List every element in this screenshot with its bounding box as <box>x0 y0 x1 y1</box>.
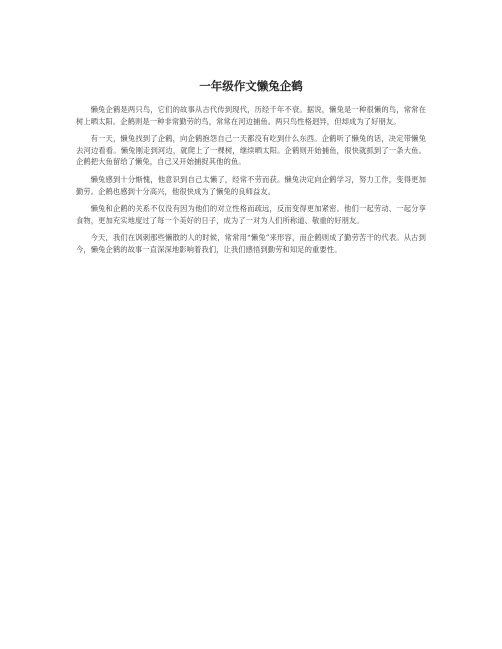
paragraph-1: 懒兔企鹤是两只鸟，它们的故事从古代传到现代，历经千年不衰。据说，懒兔是一种很懒的鸟，常常在树上晒太阳。企鹤则是一种非常勤劳的鸟，常常在河边捕鱼。两只鸟性格迥异，但却成为了好朋友。 <box>76 105 426 126</box>
document-body <box>76 104 426 262</box>
paragraph-3: 懒兔感到十分惭愧，他意识到自己太懒了，经常不劳而获。懒兔决定向企鹤学习，努力工作，变得更加勤劳。企鹤也感到十分高兴，他很快成为了懒兔的良师益友。 <box>76 174 426 196</box>
paragraph-2: 有一天，懒兔找到了企鹤，向企鹤抱怨自己一天都没有吃到什么东西。企鹤听了懒兔的话，决定带懒兔去河边看看。懒兔刚走到河边，就爬上了一棵树，继续晒太阳。企鹤则开始捕鱼，很快就抓到了一条大鱼。企鹤把大鱼留给了懒兔，自己又开始捕捉其他的鱼。 <box>76 134 426 167</box>
paragraph-4: 懒兔和企鹤的关系不仅没有因为他们的对立性格而疏远，反而变得更加紧密。他们一起劳动、一起分享食物，更加充实地度过了每一个美好的日子，成为了一对为人们所称道、敬重的好朋友。 <box>76 204 426 225</box>
document-title: 一年级作文懒兔企鹤 <box>199 79 303 93</box>
paragraph-5: 今天，我们在讽刺那些懒散的人的时候，常常用“懒兔”来形容，而企鹤则成了勤劳苦干的代表。从古到今，懒兔企鹤的故事一直深深地影响着我们，让我们感悟到勤劳和知足的重要性。 <box>76 233 426 254</box>
